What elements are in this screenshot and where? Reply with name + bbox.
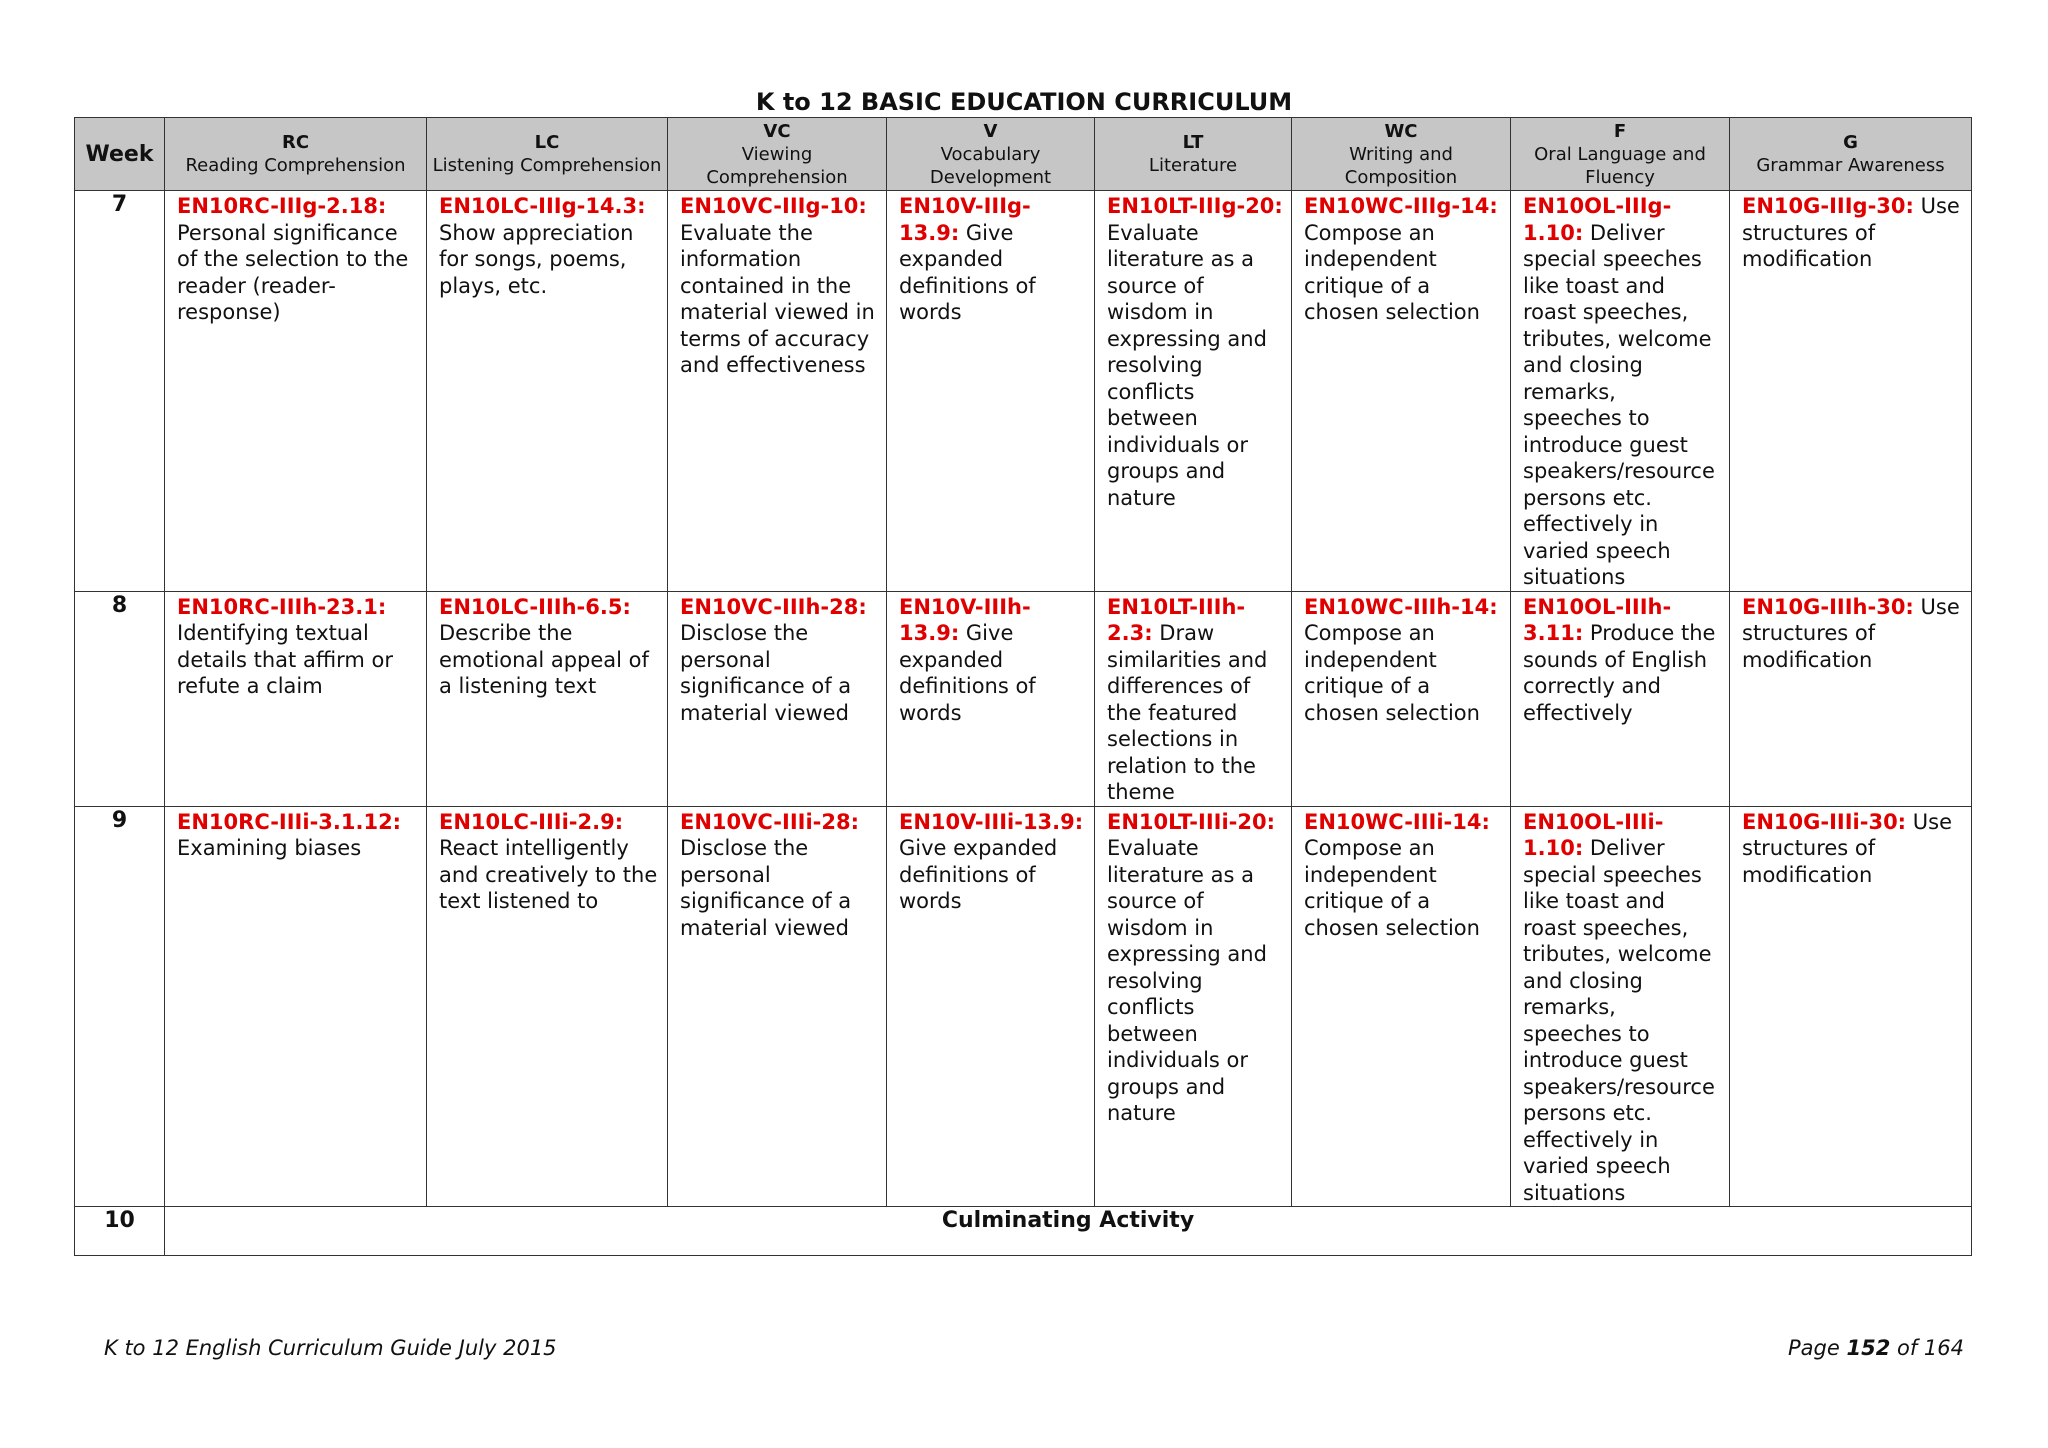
competency-text: Evaluate literature as a source of wisdom in expressing and resolving conflicts between individuals or groups and nature <box>1107 836 1267 1125</box>
competency-text: Deliver special speeches like toast and roast speeches, tributes, welcome and closing remarks, speeches to introduce guest speakers/resource persons etc. effectively in varied speech situations <box>1523 836 1715 1205</box>
competency-cell <box>1095 806 1292 1207</box>
competency-text: Identifying textual details that affirm or refute a claim <box>177 621 394 698</box>
footer-page-number <box>1788 1336 1964 1360</box>
competency-text: Give expanded definitions of words <box>899 836 1058 913</box>
competency-cell <box>668 591 887 806</box>
competency-text: Give expanded definitions of words <box>899 621 1036 725</box>
table-header-row <box>75 118 1972 191</box>
week-column-header: Week <box>75 118 165 191</box>
competency-text: Disclose the personal significance of a material viewed <box>680 836 852 940</box>
competency-code: EN10LT-IIIg-20: <box>1107 194 1283 218</box>
column-code: G <box>1843 132 1858 153</box>
document-title: K to 12 BASIC EDUCATION CURRICULUM <box>755 88 1293 116</box>
competency-cell <box>1730 191 1972 592</box>
column-code: LC <box>534 132 560 153</box>
competency-text: Disclose the personal significance of a material viewed <box>680 621 852 725</box>
competency-text: Use structures of modification <box>1742 194 1960 271</box>
column-name: Oral Language and Fluency <box>1534 143 1706 188</box>
competency-code: EN10RC-IIIg-2.18: <box>177 194 387 218</box>
competency-code: EN10WC-IIIh-14: <box>1304 594 1498 619</box>
competency-cell <box>1511 591 1730 806</box>
competency-cell <box>1292 591 1511 806</box>
competency-cell <box>427 806 668 1207</box>
page-prefix: Page <box>1787 1336 1840 1360</box>
competency-text: Use structures of modification <box>1742 809 1952 887</box>
column-header-lt <box>1095 118 1292 191</box>
column-header-lc <box>427 118 668 191</box>
competency-cell <box>165 806 427 1207</box>
column-header-rc <box>165 118 427 191</box>
competency-text: Evaluate literature as a source of wisdom in expressing and resolving conflicts between individuals or groups and nature <box>1107 220 1267 510</box>
competency-text: Describe the emotional appeal of a listening text <box>439 621 649 698</box>
column-code: F <box>1613 120 1627 142</box>
column-name: Listening Comprehension <box>432 155 662 176</box>
column-header-v <box>887 118 1095 191</box>
competency-cell <box>1095 191 1292 592</box>
competency-code: EN10OL-IIIi-1.10: <box>1523 809 1664 860</box>
column-header-vc <box>668 118 887 191</box>
competency-cell <box>668 191 887 592</box>
competency-code: EN10VC-IIIi-28: <box>680 809 859 834</box>
curriculum-table <box>74 117 1972 1256</box>
competency-cell <box>165 191 427 592</box>
column-name: Reading Comprehension <box>185 155 406 176</box>
competency-code: EN10G-IIIi-30: <box>1742 809 1907 834</box>
competency-cell <box>1292 806 1511 1207</box>
competency-text: Give expanded definitions of words <box>899 220 1036 324</box>
competency-cell <box>1095 591 1292 806</box>
competency-cell <box>1511 806 1730 1207</box>
column-code: V <box>983 120 998 142</box>
competency-cell <box>668 806 887 1207</box>
column-name: Literature <box>1148 155 1238 176</box>
table-row <box>75 806 1972 1207</box>
competency-code: EN10OL-IIIh-3.11: <box>1523 594 1672 645</box>
footer-guide-title: K to 12 English Curriculum Guide July 2015 <box>104 1336 557 1360</box>
competency-cell <box>1511 191 1730 592</box>
competency-text: Show appreciation for songs, poems, plays, etc. <box>439 220 634 298</box>
week-number: 10 <box>75 1207 165 1256</box>
competency-code: EN10VC-IIIg-10: <box>680 194 867 218</box>
table-row <box>75 591 1972 806</box>
competency-code: EN10V-IIIi-13.9: <box>899 809 1084 834</box>
competency-code: EN10WC-IIIi-14: <box>1304 809 1490 834</box>
competency-code: EN10RC-IIIi-3.1.12: <box>177 809 402 834</box>
competency-text: React intelligently and creatively to the text listened to <box>439 836 658 913</box>
competency-text: Produce the sounds of English correctly and effectively <box>1523 621 1716 725</box>
current-page: 152 <box>1846 1336 1891 1360</box>
column-code: LT <box>1182 132 1204 153</box>
competency-cell <box>1730 591 1972 806</box>
competency-code: EN10LC-IIIg-14.3: <box>439 194 646 218</box>
column-code: VC <box>763 120 791 142</box>
competency-text: Draw similarities and differences of the featured selections in relation to the theme <box>1107 621 1268 804</box>
column-header-wc <box>1292 118 1511 191</box>
competency-code: EN10LT-IIIi-20: <box>1107 809 1275 834</box>
table-row <box>75 191 1972 592</box>
competency-cell <box>427 191 668 592</box>
competency-code: EN10G-IIIg-30: <box>1742 194 1914 218</box>
column-name: Writing and Composition <box>1344 143 1458 188</box>
table-row <box>75 1207 1972 1256</box>
competency-cell <box>887 191 1095 592</box>
competency-code: EN10V-IIIh-13.9: <box>899 594 1031 645</box>
competency-text: Deliver special speeches like toast and roast speeches, tributes, welcome and closing remarks, speeches to introduce guest speakers/resource persons etc. effectively in varied speech situations <box>1523 220 1715 589</box>
competency-text: Compose an independent critique of a chosen selection <box>1304 836 1480 940</box>
column-name: Viewing Comprehension <box>706 143 848 188</box>
competency-cell <box>887 806 1095 1207</box>
competency-code: EN10G-IIIh-30: <box>1742 594 1914 619</box>
competency-cell <box>1292 191 1511 592</box>
competency-text: Examining biases <box>177 836 362 860</box>
week-number: 9 <box>75 806 165 1207</box>
column-name: Grammar Awareness <box>1756 155 1945 176</box>
competency-text: Compose an independent critique of a chosen selection <box>1304 621 1480 725</box>
page-total: of 164 <box>1897 1336 1964 1360</box>
competency-cell <box>1730 806 1972 1207</box>
week-number: 7 <box>75 191 165 592</box>
competency-code: EN10WC-IIIg-14: <box>1304 194 1498 218</box>
column-code: WC <box>1384 120 1418 142</box>
column-name: Vocabulary Development <box>929 143 1052 188</box>
column-header-g <box>1730 118 1972 191</box>
competency-text: Personal significance of the selection to the reader (reader-response) <box>177 220 409 324</box>
competency-code: EN10OL-IIIg-1.10: <box>1523 194 1672 245</box>
competency-code: EN10V-IIIg-13.9: <box>899 194 1031 245</box>
competency-code: EN10RC-IIIh-23.1: <box>177 594 387 619</box>
column-code: RC <box>281 132 310 153</box>
week-number: 8 <box>75 591 165 806</box>
competency-code: EN10LT-IIIh-2.3: <box>1107 594 1246 645</box>
competency-code: EN10LC-IIIi-2.9: <box>439 809 624 834</box>
competency-cell <box>427 591 668 806</box>
competency-text: Compose an independent critique of a chosen selection <box>1304 220 1480 324</box>
competency-text: Evaluate the information contained in the material viewed in terms of accuracy and effectiveness <box>680 220 875 377</box>
competency-text: Use structures of modification <box>1742 594 1960 672</box>
competency-cell <box>165 591 427 806</box>
competency-cell <box>887 591 1095 806</box>
competency-code: EN10VC-IIIh-28: <box>680 594 867 619</box>
culminating-activity-cell: Culminating Activity <box>165 1207 1972 1256</box>
column-header-f <box>1511 118 1730 191</box>
competency-code: EN10LC-IIIh-6.5: <box>439 594 631 619</box>
